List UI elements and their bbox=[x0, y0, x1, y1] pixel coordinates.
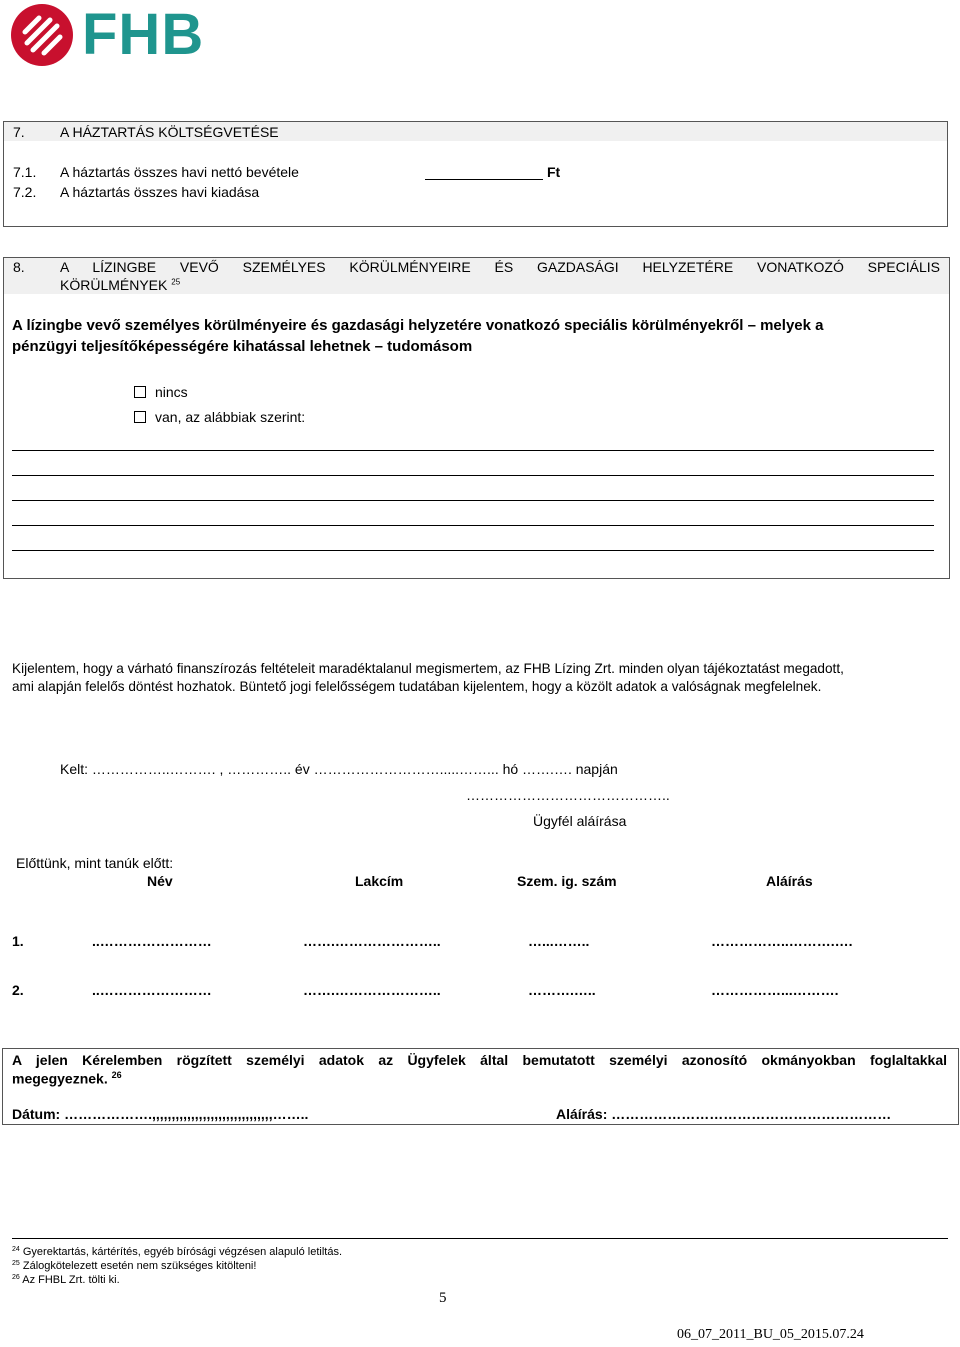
witness-1-id-field[interactable]: …...…….. bbox=[528, 933, 590, 949]
checkbox-nincs[interactable] bbox=[134, 386, 146, 398]
document-code: 06_07_2011_BU_05_2015.07.24 bbox=[677, 1327, 864, 1342]
witness-1-signature-field[interactable]: ……………..……….…. bbox=[711, 933, 853, 949]
declaration-line2: ami alapján felelős döntést hozhatok. Büntető jogi felelősségem tudatában kijelentem, hogy a közölt adatok a valóságnak megfelelnek. bbox=[12, 679, 822, 694]
details-line-4[interactable] bbox=[12, 525, 934, 526]
footnote-26-number: 26 bbox=[12, 1274, 20, 1281]
declaration-line1: Kijelentem, hogy a várható finanszírozás feltételeit maradéktalanul megismertem, az FHB Lízing Zrt. minden olyan tájékoztatást megadott, bbox=[12, 661, 844, 676]
witness-2-signature-field[interactable]: ……………...………. bbox=[711, 982, 839, 998]
row-7-1-number: 7.1. bbox=[13, 164, 37, 180]
footnote-24 bbox=[12, 1246, 342, 1258]
footnote-ref-26[interactable]: 26 bbox=[111, 1070, 122, 1080]
footnote-26 bbox=[12, 1274, 120, 1286]
footnote-divider bbox=[12, 1238, 948, 1239]
footnote-ref-25[interactable]: 25 bbox=[171, 277, 181, 287]
option-van-label: van, az alábbiak szerint: bbox=[155, 409, 306, 425]
client-signature-line[interactable]: …………………………………….. bbox=[466, 787, 670, 803]
net-income-input[interactable] bbox=[425, 179, 543, 180]
page-number: 5 bbox=[439, 1290, 447, 1306]
details-line-3[interactable] bbox=[12, 500, 934, 501]
column-header-signature: Aláírás bbox=[766, 873, 813, 889]
witness-1-number: 1. bbox=[12, 933, 24, 949]
footnote-26-text: Az FHBL Zrt. tölti ki. bbox=[22, 1274, 120, 1286]
section-8-title-line2-wrap bbox=[60, 277, 180, 293]
kelt-line[interactable]: Kelt: ……………..………. , ………….. év ……………………….....……... hó …….…. napján bbox=[60, 761, 618, 777]
verification-line2: megegyeznek. bbox=[12, 1070, 108, 1087]
section-8-intro-line2: pénzügyi teljesítőképességére kihatással lehetnek – tudomásom bbox=[12, 338, 473, 355]
witness-2-number: 2. bbox=[12, 982, 24, 998]
option-nincs-label: nincs bbox=[155, 384, 188, 400]
column-header-address: Lakcím bbox=[355, 873, 404, 889]
verification-line1: A jelen Kérelemben rögzített személyi adatok az Ügyfelek által bemutatott személyi azonosító okmányokban foglaltakkal bbox=[12, 1052, 947, 1068]
row-7-2-number: 7.2. bbox=[13, 184, 37, 200]
witness-intro: Előttünk, mint tanúk előtt: bbox=[16, 855, 174, 871]
date-field[interactable]: Dátum: ……………….,,,,,,,,,,,,,,,,,,,,,,,,,,,,,,,…….. bbox=[12, 1106, 309, 1122]
verification-line2-wrap bbox=[12, 1070, 122, 1087]
signature-field[interactable]: Aláírás: …………………………………………………… bbox=[556, 1106, 892, 1122]
brand-logo-text: FHB bbox=[82, 2, 205, 67]
footnote-24-text: Gyerektartás, kártérítés, egyéb bírósági végzésen alapuló letiltás. bbox=[22, 1246, 343, 1258]
fhb-logo-icon bbox=[11, 4, 73, 66]
details-line-2[interactable] bbox=[12, 475, 934, 476]
client-signature-label: Ügyfél aláírása bbox=[533, 813, 627, 829]
witness-1-address-field[interactable]: …….………………….. bbox=[303, 933, 441, 949]
details-line-1[interactable] bbox=[12, 450, 934, 451]
witness-2-address-field[interactable]: …….………………….. bbox=[303, 982, 441, 998]
checkbox-van[interactable] bbox=[134, 411, 146, 423]
section-8-title-line2: KÖRÜLMÉNYEK bbox=[60, 277, 168, 293]
details-line-5[interactable] bbox=[12, 550, 934, 551]
section-8-intro-line1: A lízingbe vevő személyes körülményeire és gazdasági helyzetére vonatkozó speciális körülményekről – melyek a bbox=[12, 317, 824, 334]
column-header-id-number: Szem. ig. szám bbox=[517, 873, 617, 889]
witness-2-id-field[interactable]: ……….….. bbox=[528, 982, 596, 998]
footnote-25 bbox=[12, 1260, 256, 1272]
section-8-title-line1: A LÍZINGBE VEVŐ SZEMÉLYES KÖRÜLMÉNYEIRE ÉS GAZDASÁGI HELYZETÉRE VONATKOZÓ SPECIÁLIS bbox=[60, 259, 940, 275]
row-7-1-label: A háztartás összes havi nettó bevétele bbox=[60, 164, 299, 180]
footnote-25-number: 25 bbox=[12, 1260, 20, 1267]
witness-1-name-field[interactable]: ..…………………… bbox=[92, 933, 212, 949]
section-7-number: 7. bbox=[13, 124, 25, 140]
section-7-title: A HÁZTARTÁS KÖLTSÉGVETÉSE bbox=[60, 124, 279, 140]
currency-unit: Ft bbox=[547, 164, 561, 180]
column-header-name: Név bbox=[147, 873, 173, 889]
section-8-number: 8. bbox=[13, 259, 25, 275]
witness-2-name-field[interactable]: ..…………………… bbox=[92, 982, 212, 998]
footnote-25-text: Zálogkötelezett esetén nem szükséges kitölteni! bbox=[22, 1260, 257, 1272]
footnote-24-number: 24 bbox=[12, 1246, 20, 1253]
row-7-2-label: A háztartás összes havi kiadása bbox=[60, 184, 260, 200]
